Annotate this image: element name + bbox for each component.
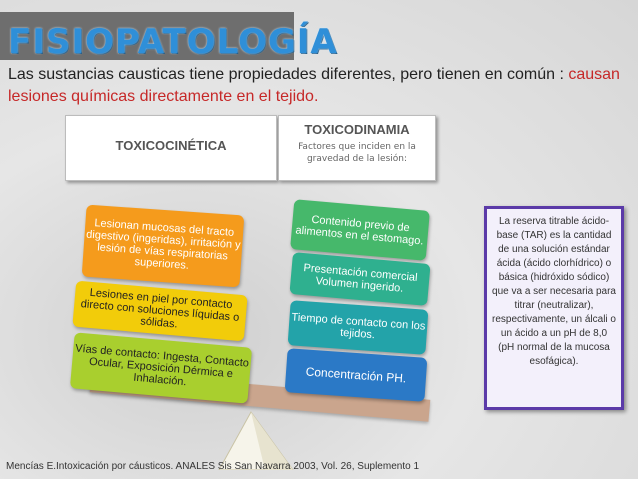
subtitle [8, 64, 628, 108]
card-presentacion-comercial [289, 252, 430, 306]
card-lesiones-piel [72, 281, 247, 342]
citation-footer: Mencías E.Intoxicación por cáusticos. ANALES Sis San Navarra 2003, Vol. 26, Suplemento 1 [6, 461, 420, 472]
subtitle-highlight: causan lesiones químicas directamente en el tejido. [8, 66, 620, 105]
card-text: Concentración PH. [305, 364, 407, 386]
toxicodinamia-description: Factores que inciden en la gravedad de la lesión: [298, 142, 416, 164]
toxicodinamia-label: TOXICODINAMIA [304, 122, 410, 137]
card-lesionan-mucosas [82, 205, 245, 288]
card-text: Tiempo de contacto con los tejidos. [291, 310, 426, 341]
toxicodinamia-header [278, 115, 436, 181]
card-text: Lesiones en piel por contacto directo con soluciones líquidas o sólidas. [80, 286, 240, 331]
side-note-text: La reserva titrable ácido-base (TAR) es la cantidad de una solución estándar ácida (ácido clorhídrico) o básica (hidróxido sódico) que va a ser necesaria para titrar (neutralizar), respectivamente, un álcali o un ácido a un pH de 8,0 (pH normal de la mucosa esofágica). [492, 216, 616, 367]
card-tiempo-contacto [288, 300, 429, 355]
card-text: Vías de contacto: Ingesta, Contacto Ocular, Exposición Dérmica e Inhalación. [74, 342, 250, 389]
card-contenido-alimentos [290, 199, 430, 261]
toxicocinetica-label: TOXICOCINÉTICA [115, 138, 227, 153]
side-note [484, 206, 624, 410]
subtitle-text: Las sustancias causticas tiene propiedades diferentes, pero tienen en común : [8, 66, 569, 83]
card-text: Lesionan mucosas del tracto digestivo (ingeridas), irritación y lesión de vías respiratorias superiores. [85, 217, 241, 272]
toxicocinetica-header [65, 115, 277, 181]
card-text: Presentación comercial Volumen ingerido. [303, 262, 419, 295]
card-vias-contacto [70, 332, 252, 403]
card-text: Contenido previo de alimentos en el estomago. [294, 213, 424, 248]
title-banner [0, 12, 338, 62]
slide-title: FISIOPATOLOGÍA [8, 22, 338, 62]
